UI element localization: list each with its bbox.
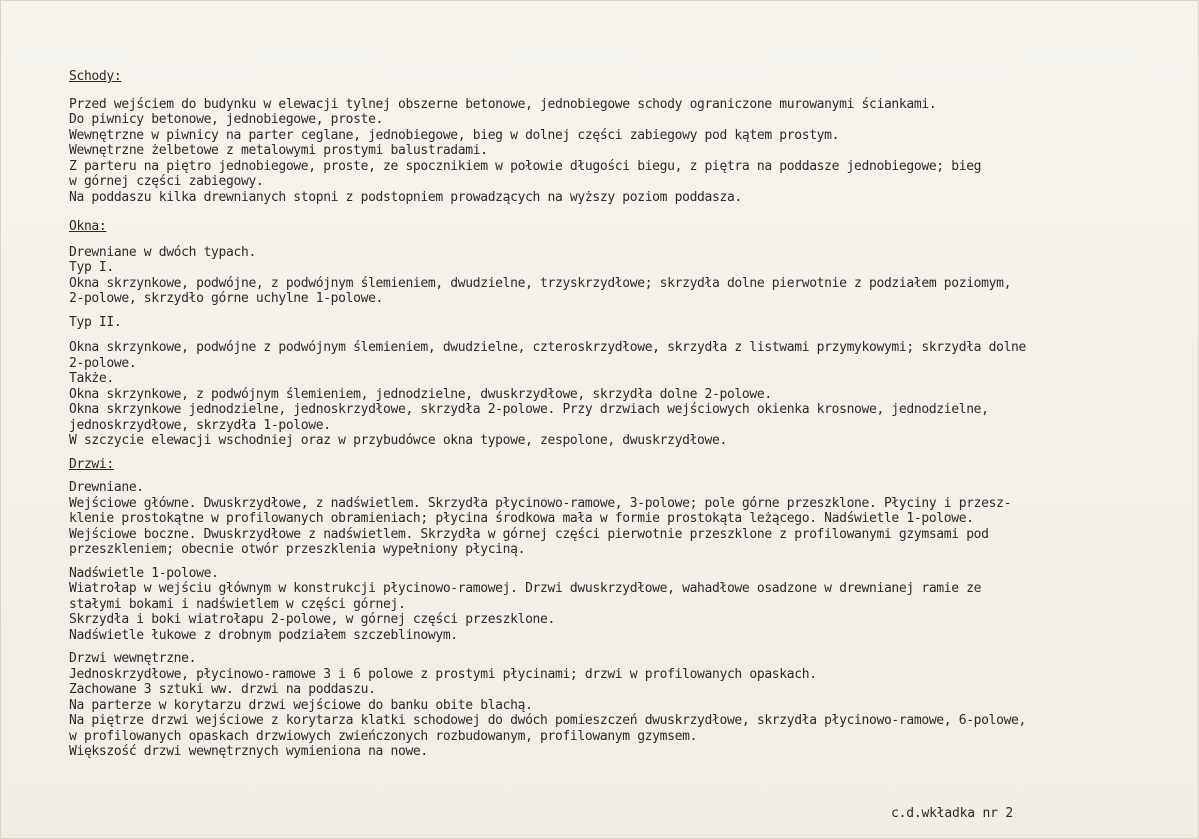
text-line: Typ II.: [69, 314, 122, 330]
text-line: Typ I.: [69, 260, 114, 275]
text-line: w profilowanych opaskach drzwiowych zwieńczonych rozbudowanym, profilowanym gzymsem.: [69, 728, 698, 744]
text-line: Okna skrzynkowe jednodzielne, jednoskrzydłowe, skrzydła 2-polowe. Przy drzwiach wejściowych okienka krosnowe, jednodzielne,: [69, 402, 989, 417]
text-line: Drzwi wewnętrzne.: [69, 651, 197, 666]
section-heading-drzwi: Drzwi:: [69, 456, 114, 472]
document-body: [69, 69, 1149, 768]
section-okna: [69, 219, 1149, 449]
text-line: Do piwnicy betonowe, jednobiegowe, proste.: [69, 112, 384, 127]
text-line: Zachowane 3 sztuki ww. drzwi na poddaszu.: [69, 682, 376, 697]
text-line: Na poddaszu kilka drewnianych stopni z podstopniem prowadzących na wyższy poziom poddasza.: [69, 189, 742, 205]
text-line: przeszkleniem; obecnie otwór przeszklenia wypełniony płyciną.: [69, 542, 526, 557]
text-line: Drewniane w dwóch typach.: [69, 244, 256, 260]
text-line: Wiatrołap w wejściu głównym w konstrukcji płycinowo-ramowej. Drzwi dwuskrzydłowe, wahadłowe osadzone w drewnianej ramie ze: [69, 581, 982, 596]
text-line: Przed wejściem do budynku w elewacji tylnej obszerne betonowe, jednobiegowe schody ograniczone murowanymi ściankami.: [69, 96, 937, 112]
text-line: Nadświetle łukowe z drobnym podziałem szczeblinowym.: [69, 627, 458, 643]
text-line: Wewnętrzne żelbetowe z metalowymi prostymi balustradami.: [69, 143, 488, 158]
text-line: Okna skrzynkowe, podwójne, z podwójnym ślemieniem, dwudzielne, trzyskrzydłowe; skrzydła dolne pierwotnie z podziałem poziomym,: [69, 275, 1012, 291]
text-line: Skrzydła i boki wiatrołapu 2-polowe, w górnej części przeszklone.: [69, 612, 555, 627]
text-line: Okna skrzynkowe, z podwójnym ślemieniem, jednodzielne, dwuskrzydłowe, skrzydła dolne 2-polowe.: [69, 386, 772, 402]
text-line: Jednoskrzydłowe, płycinowo-ramowe 3 i 6 polowe z prostymi płycinami; drzwi w profilowanych opaskach.: [69, 666, 817, 682]
text-line: klenie prostokątne w profilowanych obramieniach; płycina środkowa mała w formie prostokąta leżącego. Nadświetle 1-polowe.: [69, 511, 974, 526]
text-line: Z parteru na piętro jednobiegowe, proste, ze spocznikiem w połowie długości biegu, z piętra na poddasze jednobiegowe; bieg: [69, 158, 982, 174]
text-line: stałymi bokami i nadświetlem w części górnej.: [69, 596, 406, 612]
text-line: Wejściowe główne. Dwuskrzydłowe, z nadświetlem. Skrzydła płycinowo-ramowe, 3-polowe; pole górne przeszklone. Płyciny i przesz-: [69, 495, 1012, 511]
text-line: Okna skrzynkowe, podwójne z podwójnym ślemieniem, dwudzielne, czteroskrzydłowe, skrzydła z listwami przymykowymi; skrzydła dolne: [69, 340, 1027, 355]
text-line: W szczycie elewacji wschodniej oraz w przybudówce okna typowe, zespolone, dwuskrzydłowe.: [69, 433, 727, 448]
text-line: Drewniane.: [69, 480, 144, 495]
section-heading-schody: Schody:: [69, 69, 122, 84]
section-schody: [69, 69, 1149, 205]
text-line: jednoskrzydłowe, skrzydła 1-polowe.: [69, 417, 331, 433]
text-line: w górnej części zabiegowy.: [69, 174, 264, 189]
text-line: Wejściowe boczne. Dwuskrzydłowe z nadświetlem. Skrzydła w górnej części pierwotnie przeszklone z profilowanymi gzymsami pod: [69, 526, 989, 542]
text-line: Większość drzwi wewnętrznych wymieniona na nowe.: [69, 744, 428, 759]
section-heading-okna: Okna:: [69, 219, 107, 234]
text-line: Na parterze w korytarzu drzwi wejściowe do banku obite blachą.: [69, 697, 533, 713]
section-drzwi: [69, 457, 1149, 760]
text-line: 2-polowe, skrzydło górne uchylne 1-polowe.: [69, 291, 384, 306]
text-line: Nadświetle 1-polowe.: [69, 565, 219, 581]
text-line: Na piętrze drzwi wejściowe z korytarza klatki schodowej do dwóch pomieszczeń dwuskrzydłowe, skrzydła płycinowo-ramowe, 6-polowe,: [69, 713, 1027, 728]
text-line: Także.: [69, 371, 114, 386]
text-line: Wewnętrzne w piwnicy na parter ceglane, jednobiegowe, bieg w dolnej części zabiegowy pod kątem prostym.: [69, 127, 840, 143]
text-line: 2-polowe.: [69, 355, 137, 371]
continuation-note: c.d.wkładka nr 2: [891, 806, 1014, 821]
